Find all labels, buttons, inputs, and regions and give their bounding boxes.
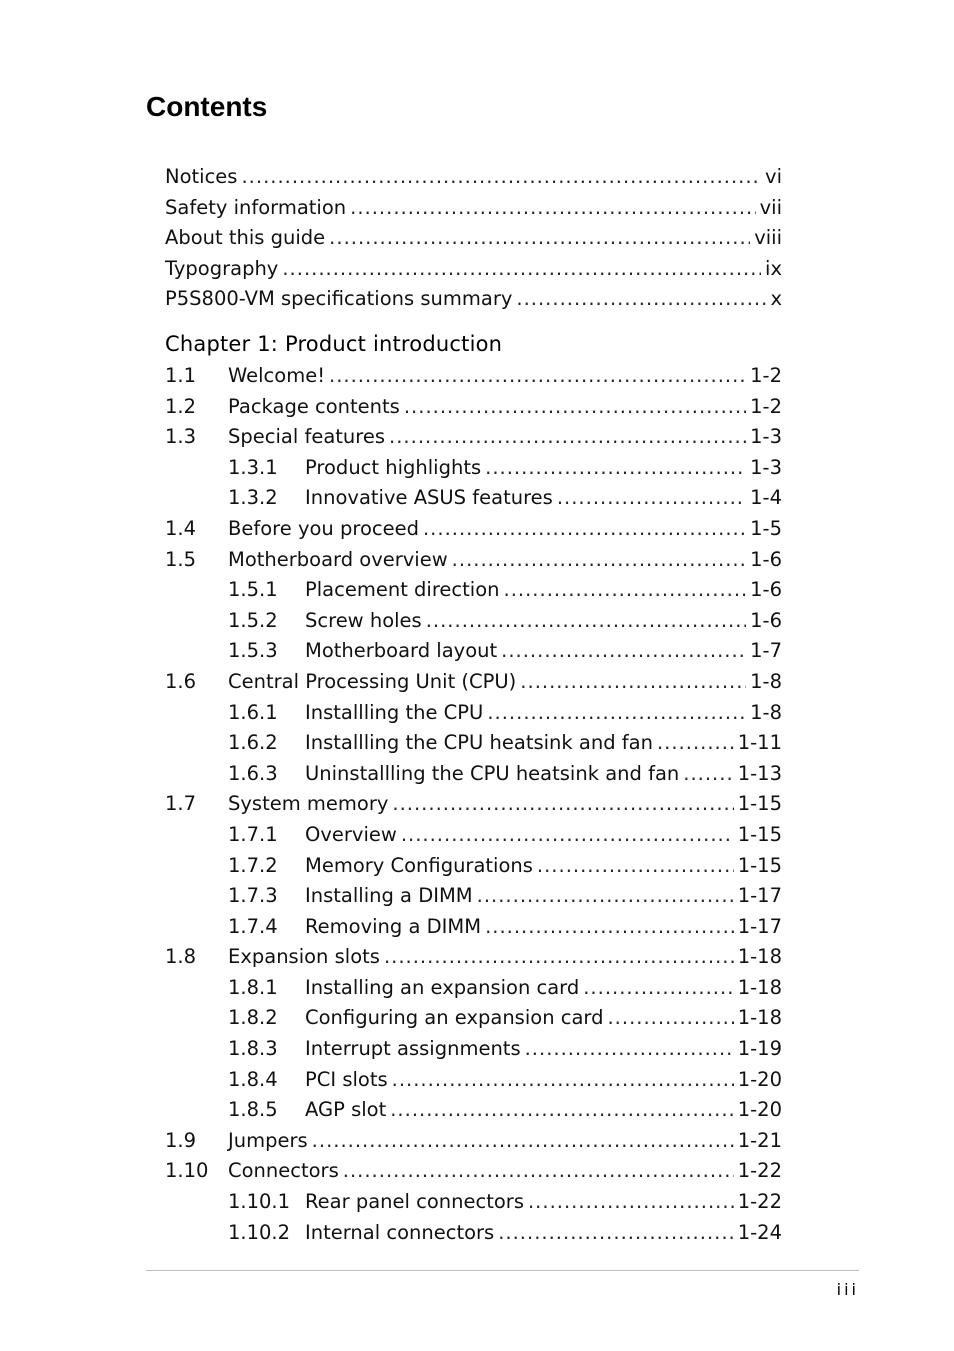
toc-entry-page: 1-18	[737, 1006, 782, 1030]
toc-entry[interactable]	[165, 284, 782, 315]
dot-leader	[404, 392, 746, 423]
toc-entry-title: Interrupt assignments	[305, 1037, 521, 1061]
toc-entry-title: Expansion slots	[228, 945, 380, 969]
toc-entry[interactable]	[165, 545, 782, 576]
toc-entry[interactable]	[165, 667, 782, 698]
toc-entry[interactable]	[165, 1065, 782, 1096]
toc-entry-title: Placement direction	[305, 578, 500, 602]
toc-entry[interactable]	[165, 606, 782, 637]
toc-entry[interactable]	[165, 1126, 782, 1157]
toc-entry-page: 1-15	[737, 853, 782, 877]
toc-entry-number: 1.9	[165, 1128, 197, 1152]
toc-entry-title: P5S800-VM specifications summary	[165, 287, 513, 311]
toc-entry-page: 1-18	[737, 975, 782, 999]
toc-entry-title: Innovative ASUS features	[305, 486, 553, 510]
toc-entry-number: 1.5.1	[228, 578, 278, 602]
toc-entry-number: 1.3.2	[228, 486, 278, 510]
toc-entry-title: Package contents	[228, 394, 400, 418]
toc-entry-page: 1-2	[750, 364, 782, 387]
toc-entry-number: 1.7.4	[228, 914, 278, 938]
toc-entry-page: 1-6	[750, 547, 782, 571]
toc-entry-page: 1-6	[750, 608, 782, 632]
dot-leader	[452, 545, 746, 576]
toc-entry-number: 1.4	[165, 516, 197, 540]
toc-entry-title: Installling the CPU heatsink and fan	[305, 731, 653, 755]
dot-leader	[557, 483, 746, 514]
dot-leader	[384, 942, 734, 973]
toc-entry-title: Configuring an expansion card	[305, 1006, 604, 1030]
toc-entry-number: 1.7.1	[228, 822, 278, 846]
toc-entry-title: Safety information	[165, 195, 347, 219]
toc-entry-title: Removing a DIMM	[305, 914, 482, 938]
dot-leader	[392, 789, 733, 820]
chapter-heading: Chapter 1: Product introduction	[165, 332, 503, 356]
toc-entry[interactable]	[165, 1095, 782, 1126]
toc-entry-page: 1-17	[737, 884, 782, 908]
toc-entry-page: x	[770, 287, 782, 311]
dot-leader	[520, 667, 746, 698]
toc-entry-title: Memory Configurations	[305, 853, 533, 877]
dot-leader	[241, 162, 761, 193]
toc-entry-title: System memory	[228, 792, 389, 816]
toc-entry[interactable]	[165, 453, 782, 484]
toc-entry-title: Screw holes	[305, 608, 422, 632]
dot-leader	[487, 698, 746, 729]
toc-entry-page: 1-11	[737, 731, 782, 755]
toc-entry-title: Installing an expansion card	[305, 975, 580, 999]
toc-entry-title: Rear panel connectors	[305, 1190, 524, 1214]
toc-entry[interactable]	[165, 575, 782, 606]
toc-entry-number: 1.5.3	[228, 639, 278, 663]
toc-entry-title: Jumpers	[228, 1128, 308, 1152]
toc-entry-page: 1-3	[750, 425, 782, 449]
dot-leader	[390, 1095, 734, 1126]
toc-entry[interactable]	[165, 973, 782, 1004]
dot-leader	[477, 881, 734, 912]
dot-leader	[282, 254, 761, 285]
toc-entry-number: 1.8.4	[228, 1067, 278, 1091]
toc-entry-number: 1.8.1	[228, 975, 278, 999]
toc-entry-number: 1.3	[165, 425, 197, 449]
toc-entry-number: 1.8	[165, 945, 197, 969]
toc-entry-number: 1.10.1	[228, 1190, 291, 1214]
toc-entry-title: Welcome!	[228, 364, 326, 387]
toc-entry-number: 1.2	[165, 394, 197, 418]
toc-entry[interactable]	[165, 422, 782, 453]
dot-leader	[426, 606, 746, 637]
toc-entry-title: Motherboard layout	[305, 639, 498, 663]
toc-entry[interactable]	[165, 1003, 782, 1034]
toc-entry-page: 1-8	[750, 669, 782, 693]
toc-entry-page: 1-18	[737, 945, 782, 969]
toc-entry-number: 1.7	[165, 792, 197, 816]
toc-entry-title: AGP slot	[305, 1098, 387, 1122]
toc-entry[interactable]	[165, 851, 782, 882]
toc-entry-title: Internal connectors	[305, 1220, 495, 1244]
toc-entry[interactable]	[165, 759, 782, 790]
toc-entry-title: Notices	[165, 165, 238, 188]
toc-entry[interactable]	[165, 881, 782, 912]
toc-entry-page: 1-19	[737, 1037, 782, 1061]
toc-entry-page: 1-8	[750, 700, 782, 724]
toc-entry-number: 1.10.2	[228, 1220, 291, 1244]
dot-leader	[401, 820, 734, 851]
dot-leader	[683, 759, 733, 790]
dot-leader	[423, 514, 746, 545]
toc-entry-number: 1.6.3	[228, 761, 278, 785]
dot-leader	[537, 851, 734, 882]
dot-leader	[501, 636, 746, 667]
toc-entry[interactable]	[165, 789, 782, 820]
toc-entry-title: Installing a DIMM	[305, 884, 473, 908]
toc-entry-title: Installling the CPU	[305, 700, 484, 724]
dot-leader	[485, 912, 734, 943]
toc-entry[interactable]	[165, 636, 782, 667]
dot-leader	[312, 1126, 734, 1157]
toc-entry-page: ix	[765, 256, 782, 280]
dot-leader	[485, 453, 746, 484]
toc-entry-page: vii	[759, 195, 782, 219]
front-matter-list	[165, 162, 782, 315]
toc-entry[interactable]	[165, 1218, 782, 1249]
toc-entry-title: Product highlights	[305, 455, 482, 479]
toc-entry[interactable]	[165, 392, 782, 423]
toc-entry-number: 1.10	[165, 1159, 209, 1183]
toc-entry-number: 1.3.1	[228, 455, 278, 479]
dot-leader	[498, 1218, 734, 1249]
toc-entry-title: Special features	[228, 425, 386, 449]
toc-entry[interactable]	[165, 912, 782, 943]
toc-entry-number: 1.5.2	[228, 608, 278, 632]
toc-entry[interactable]	[165, 1156, 782, 1187]
toc-entry-title: Overview	[305, 822, 397, 846]
toc-entry-number: 1.6.1	[228, 700, 278, 724]
toc-entry-number: 1.8.2	[228, 1006, 278, 1030]
toc-entry-page: vi	[765, 165, 782, 188]
toc-entry[interactable]	[165, 698, 782, 729]
toc-entry-page: 1-17	[737, 914, 782, 938]
toc-entry-page: viii	[754, 226, 782, 250]
toc-entry-number: 1.8.5	[228, 1098, 278, 1122]
toc-entry-page: 1-2	[750, 394, 782, 418]
toc-entry[interactable]	[165, 728, 782, 759]
toc-entry-page: 1-20	[737, 1098, 782, 1122]
dot-leader	[343, 1156, 734, 1187]
dot-leader	[607, 1003, 733, 1034]
dot-leader	[504, 575, 747, 606]
toc-entry-page: 1-7	[750, 639, 782, 663]
toc-entry[interactable]	[165, 942, 782, 973]
toc-entry[interactable]	[165, 193, 782, 224]
dot-leader	[350, 193, 755, 224]
toc-entry-title: Before you proceed	[228, 516, 419, 540]
toc-entry-title: Motherboard overview	[228, 547, 448, 571]
chapter-entry-list	[165, 361, 782, 1248]
toc-entry-title: Connectors	[228, 1159, 339, 1183]
toc-entry-page: 1-4	[750, 486, 782, 510]
toc-entry-number: 1.7.3	[228, 884, 278, 908]
toc-entry[interactable]	[165, 483, 782, 514]
toc-entry-page: 1-22	[737, 1159, 782, 1183]
toc-entry-number: 1.1	[165, 364, 197, 387]
dot-leader	[528, 1187, 734, 1218]
toc-entry-title: Typography	[165, 256, 279, 280]
dot-leader	[329, 223, 750, 254]
dot-leader	[583, 973, 734, 1004]
toc-entry-page: 1-20	[737, 1067, 782, 1091]
toc-entry-title: About this guide	[165, 226, 326, 250]
toc-entry[interactable]	[165, 1034, 782, 1065]
toc-entry[interactable]	[165, 223, 782, 254]
toc-entry-title: PCI slots	[305, 1067, 388, 1091]
toc-entry[interactable]	[165, 254, 782, 285]
dot-leader	[389, 422, 746, 453]
toc-entry-page: 1-22	[737, 1190, 782, 1214]
toc-entry[interactable]	[165, 361, 782, 392]
toc-entry[interactable]	[165, 1187, 782, 1218]
toc-entry-page: 1-15	[737, 822, 782, 846]
toc-entry-number: 1.8.3	[228, 1037, 278, 1061]
toc-entry-number: 1.5	[165, 547, 197, 571]
dot-leader	[516, 284, 766, 315]
toc-entry-page: 1-5	[750, 516, 782, 540]
toc-entry-number: 1.7.2	[228, 853, 278, 877]
toc-entry-page: 1-15	[737, 792, 782, 816]
toc-entry-page: 1-21	[737, 1128, 782, 1152]
dot-leader	[657, 728, 734, 759]
page-number: iii	[836, 1280, 859, 1299]
toc-entry-page: 1-13	[737, 761, 782, 785]
toc-entry-page: 1-24	[737, 1220, 782, 1244]
toc-entry-number: 1.6.2	[228, 731, 278, 755]
toc-entry-title: Uninstallling the CPU heatsink and fan	[305, 761, 680, 785]
dot-leader	[392, 1065, 734, 1096]
page-title: Contents	[146, 91, 268, 122]
footer-divider	[146, 1270, 859, 1271]
toc-entry[interactable]	[165, 162, 782, 193]
toc-entry-page: 1-6	[750, 578, 782, 602]
toc-entry[interactable]	[165, 514, 782, 545]
dot-leader	[329, 361, 746, 392]
toc-entry-number: 1.6	[165, 669, 197, 693]
toc-entry[interactable]	[165, 820, 782, 851]
toc-entry-title: Central Processing Unit (CPU)	[228, 669, 517, 693]
toc-entry-page: 1-3	[750, 455, 782, 479]
dot-leader	[525, 1034, 734, 1065]
